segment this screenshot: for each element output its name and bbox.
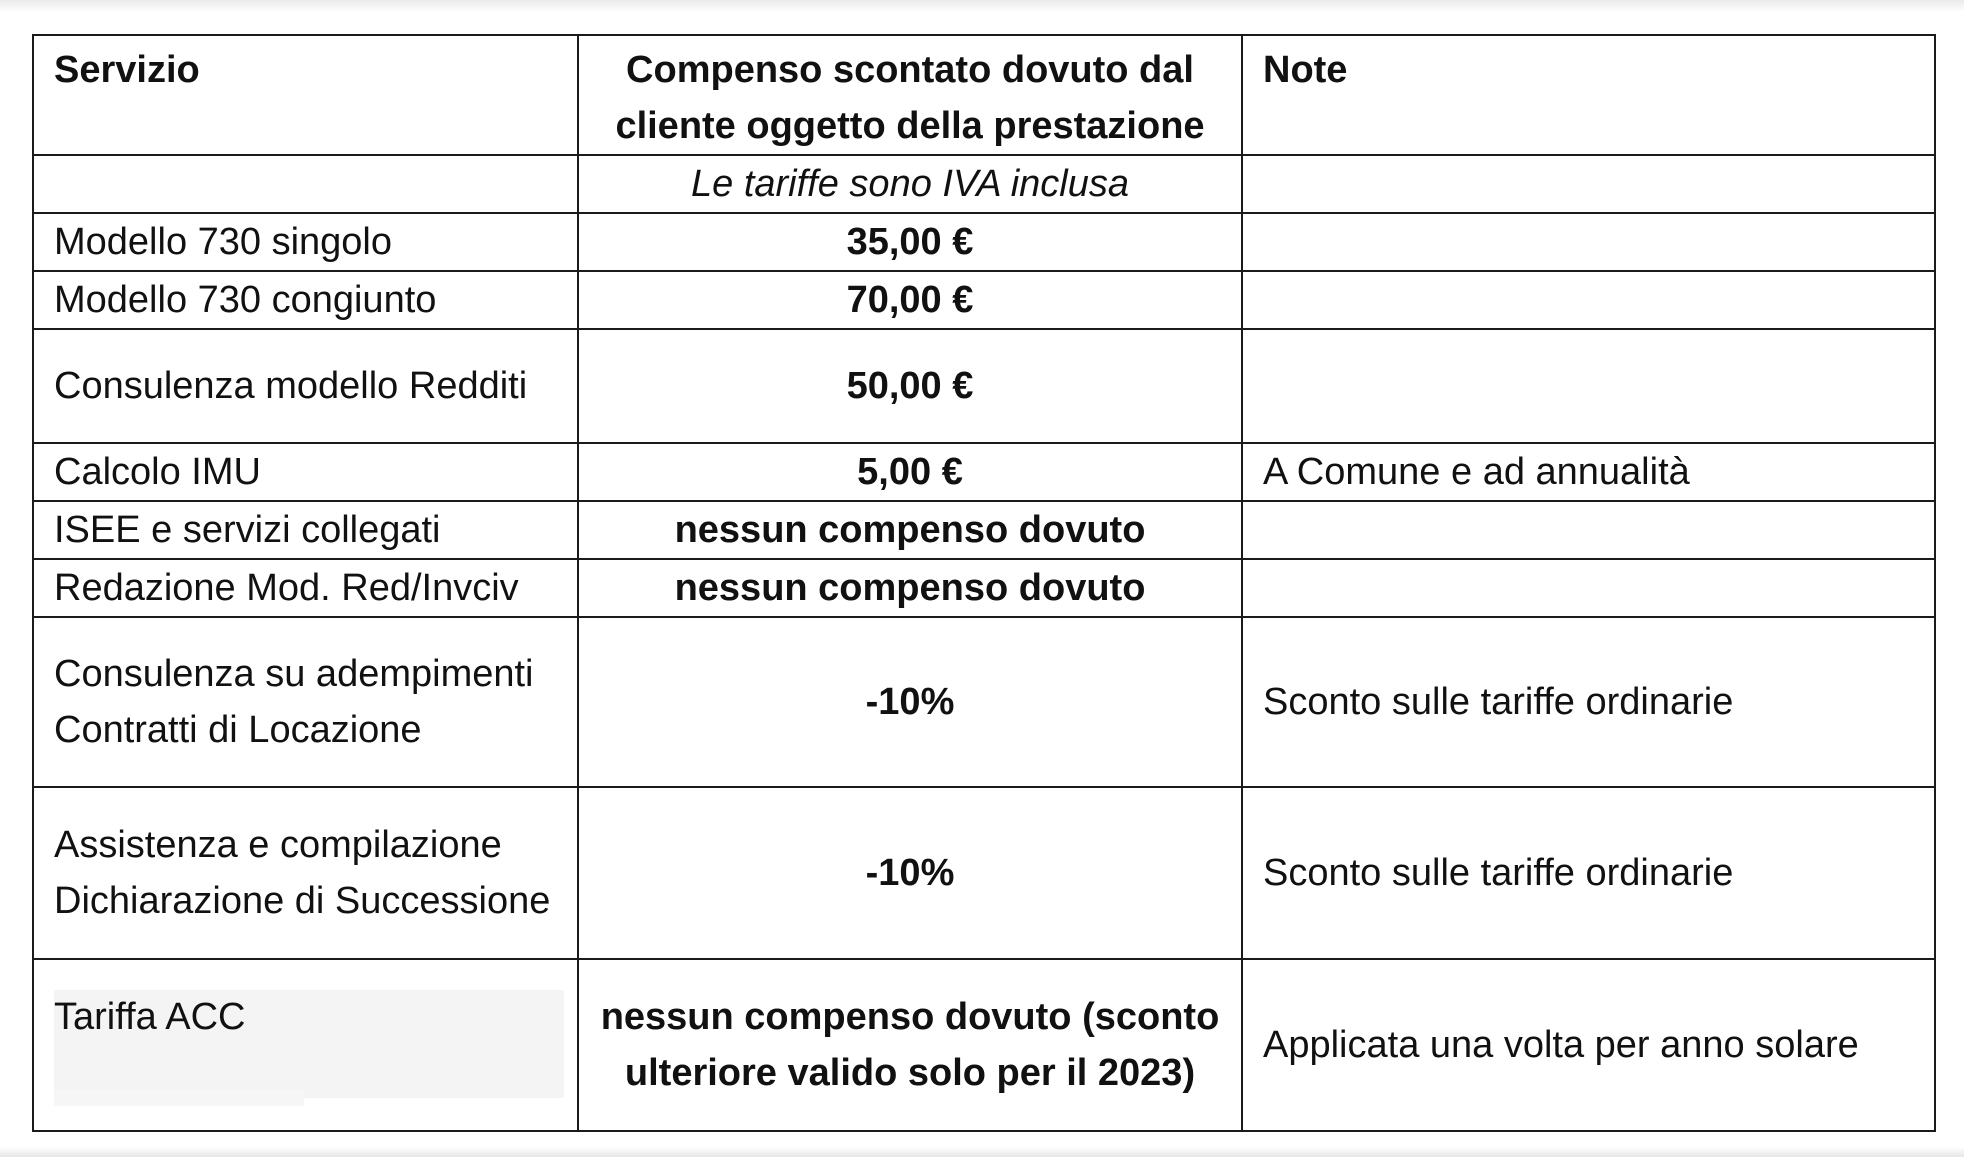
service-cell: Calcolo IMU bbox=[33, 443, 578, 501]
header-notes: Note bbox=[1242, 35, 1935, 155]
service-cell: Consulenza modello Redditi bbox=[33, 329, 578, 443]
acc-label-wrapper bbox=[54, 989, 557, 1045]
empty-cell bbox=[33, 155, 578, 213]
fee-cell: nessun compenso dovuto (sconto ulteriore valido solo per il 2023) bbox=[578, 959, 1242, 1131]
redacted-area bbox=[54, 1090, 304, 1106]
note-cell bbox=[1242, 501, 1935, 559]
note-cell bbox=[1242, 559, 1935, 617]
vat-note: Le tariffe sono IVA inclusa bbox=[578, 155, 1242, 213]
fee-cell: 50,00 € bbox=[578, 329, 1242, 443]
tariff-table bbox=[32, 34, 1936, 1132]
header-fee: Compenso scontato dovuto dal cliente oggetto della prestazione bbox=[578, 35, 1242, 155]
page-bottom-edge bbox=[0, 1147, 1964, 1157]
fee-cell: -10% bbox=[578, 617, 1242, 787]
table-row bbox=[33, 559, 1935, 617]
table-row bbox=[33, 617, 1935, 787]
service-cell: Assistenza e compilazione Dichiarazione di Successione bbox=[33, 787, 578, 959]
note-cell bbox=[1242, 329, 1935, 443]
table-row bbox=[33, 329, 1935, 443]
fee-cell: 70,00 € bbox=[578, 271, 1242, 329]
fee-cell: 35,00 € bbox=[578, 213, 1242, 271]
header-service: Servizio bbox=[33, 35, 578, 155]
service-label: Tariffa ACC bbox=[54, 996, 246, 1038]
page-top-edge bbox=[0, 0, 1964, 12]
vat-note-row bbox=[33, 155, 1935, 213]
note-cell: Sconto sulle tariffe ordinarie bbox=[1242, 617, 1935, 787]
note-cell: Applicata una volta per anno solare bbox=[1242, 959, 1935, 1131]
table-header-row bbox=[33, 35, 1935, 155]
service-cell: ISEE e servizi collegati bbox=[33, 501, 578, 559]
table-row bbox=[33, 501, 1935, 559]
table-row bbox=[33, 213, 1935, 271]
table-row bbox=[33, 787, 1935, 959]
table-row bbox=[33, 443, 1935, 501]
note-cell bbox=[1242, 213, 1935, 271]
fee-cell: -10% bbox=[578, 787, 1242, 959]
fee-cell: 5,00 € bbox=[578, 443, 1242, 501]
service-cell: Modello 730 singolo bbox=[33, 213, 578, 271]
note-cell bbox=[1242, 271, 1935, 329]
fee-cell: nessun compenso dovuto bbox=[578, 559, 1242, 617]
service-cell: Consulenza su adempimenti Contratti di Locazione bbox=[33, 617, 578, 787]
note-cell: A Comune e ad annualità bbox=[1242, 443, 1935, 501]
note-cell: Sconto sulle tariffe ordinarie bbox=[1242, 787, 1935, 959]
table-row bbox=[33, 271, 1935, 329]
service-cell: Modello 730 congiunto bbox=[33, 271, 578, 329]
fee-cell: nessun compenso dovuto bbox=[578, 501, 1242, 559]
service-cell: Redazione Mod. Red/Invciv bbox=[33, 559, 578, 617]
empty-cell bbox=[1242, 155, 1935, 213]
